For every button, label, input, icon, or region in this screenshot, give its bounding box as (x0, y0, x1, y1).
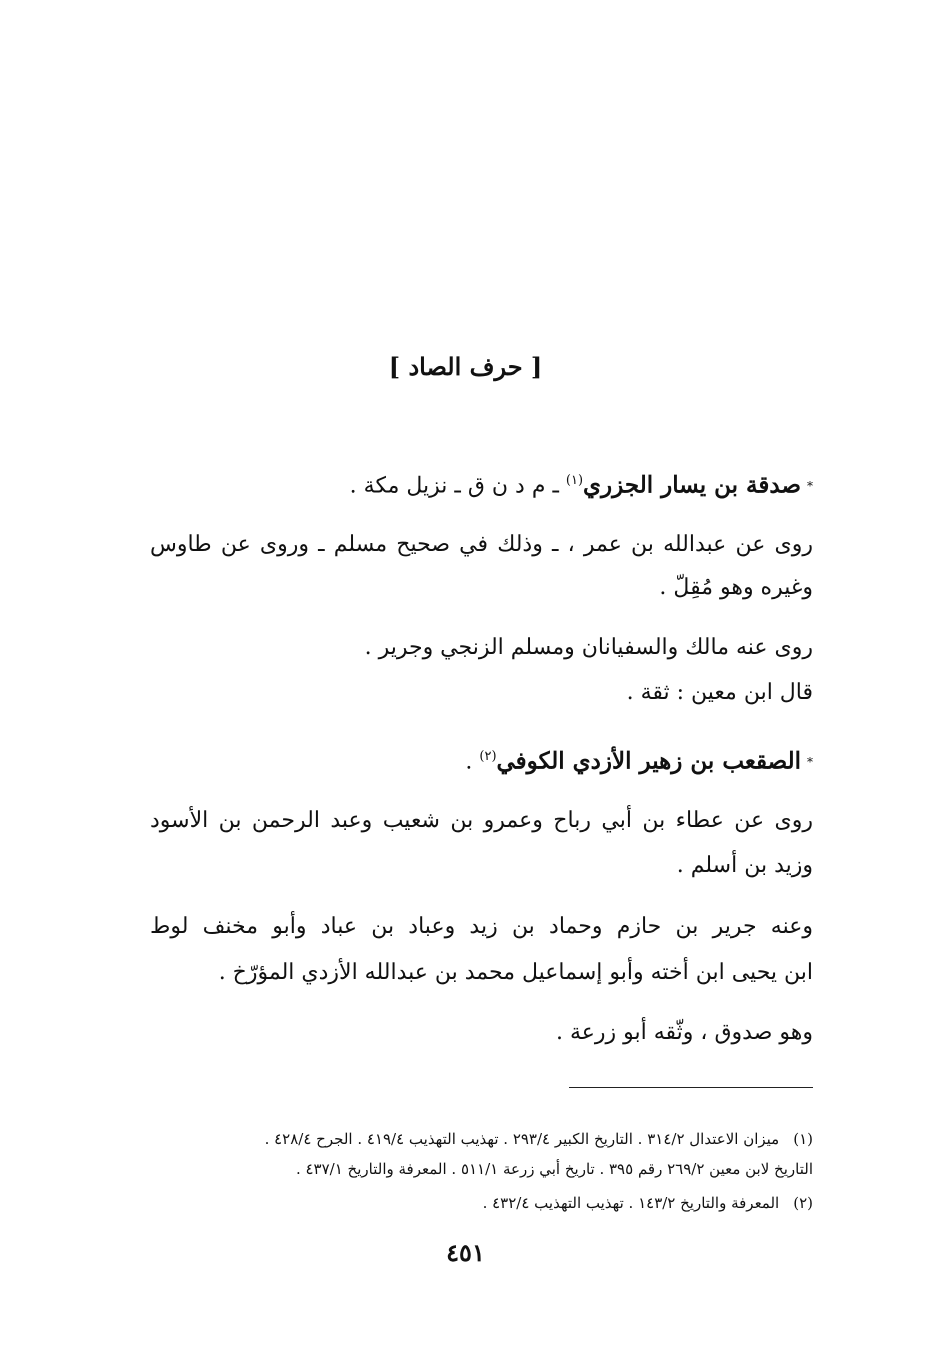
paragraph-line: روى عنه مالك والسفيانان ومسلم الزنجي وجرير . (364, 635, 813, 660)
paragraph-line: روى عن عبدالله بن عمر ، ـ وذلك في صحيح مسلم ـ وروى عن طاوس (150, 532, 813, 557)
footnote-ref: (١) (565, 473, 584, 488)
entry-heading-saqab (465, 742, 813, 777)
entry-name: الصقعب بن زهير الأزدي الكوفي (496, 747, 801, 775)
paragraph-line: ابن يحيى ابن أخته وأبو إسماعيل محمد بن عبدالله الأزدي المؤرّخ . (218, 960, 813, 985)
footnote-number: (١) (793, 1130, 813, 1148)
paragraph-line: روى عن عطاء بن أبي رباح وعمرو بن شعيب وعبد الرحمن بن الأسود (150, 808, 813, 833)
footnote-1-continuation: التاريخ لابن معين ٢٦٩/٢ رقم ٣٩٥ . تاريخ أبي زرعة ٥١١/١ . المعرفة والتاريخ ٤٣٧/١ . (295, 1160, 813, 1178)
paragraph-line: وزيد بن أسلم . (676, 853, 813, 878)
footnote-text: ميزان الاعتدال ٣١٤/٢ . التاريخ الكبير ٢٩٣/٤ . تهذيب التهذيب ٤١٩/٤ . الجرح ٤٢٨/٤ . (264, 1130, 780, 1148)
page-number: ٤٥١ (446, 1238, 485, 1267)
entry-sigla: ـ م د ن ق ـ نزيل مكة . (349, 473, 559, 499)
paragraph-line: وعنه جرير بن حازم وحماد بن زيد وعباد بن عباد وأبو مخنف لوط (150, 914, 813, 939)
footnote-2 (483, 1192, 813, 1214)
entry-end: . (465, 749, 473, 775)
footnote-1 (265, 1128, 813, 1150)
footnote-ref: (٢) (479, 749, 497, 764)
entry-heading-sadaqa (350, 466, 813, 501)
footnote-number: (٢) (793, 1194, 813, 1212)
entry-name: صدقة بن يسار الجزري (583, 471, 801, 499)
entry-star-icon: * (807, 479, 813, 494)
paragraph-line: وغيره وهو مُقِلّ . (659, 575, 813, 600)
footnote-text: المعرفة والتاريخ ١٤٣/٢ . تهذيب التهذيب ٤٣٢/٤ . (482, 1194, 780, 1212)
footnote-divider (569, 1087, 813, 1088)
paragraph-line: وهو صدوق ، وثّقه أبو زرعة . (555, 1020, 813, 1045)
section-heading: [ حرف الصاد ] (388, 352, 543, 381)
entry-star-icon: * (807, 755, 813, 770)
paragraph-line: قال ابن معين : ثقة . (626, 680, 813, 705)
